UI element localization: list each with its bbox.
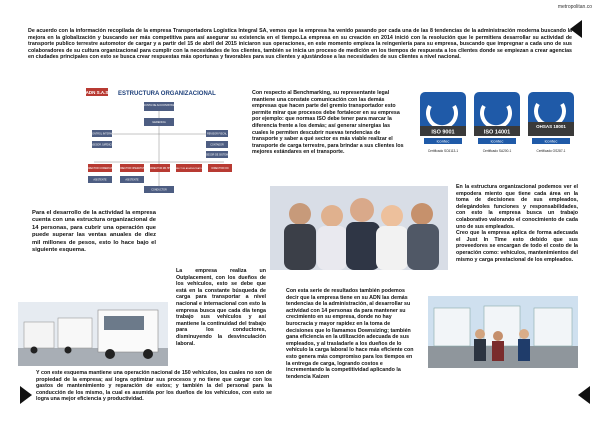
org-box-gerencia: GERENCIA [152, 121, 166, 124]
col-employees: Para el desarrollo de la actividad la empresa cuenta con una estructura organizacional de 14 personas, para cubrir una operación que puede superar las ventas anuales de diez mil millones de pesos, esto lo hace bajo el siguiente esquema. [32, 210, 156, 254]
svg-text:icontec: icontec [490, 138, 504, 144]
header-site: metropolitan.co [557, 4, 592, 10]
org-box-contador: CONTADOR [210, 143, 224, 147]
svg-text:Certificado SA200-1: Certificado SA200-1 [482, 149, 512, 153]
svg-text:icontec: icontec [436, 138, 450, 144]
org-box-conductor: CONDUCTOR [151, 188, 167, 192]
org-chart [84, 86, 242, 198]
org-box-dir-rrhh: DIRECTOR RR.HH [149, 167, 171, 170]
org-box-asesor-juridico: ASESOR JURÍDICO [91, 143, 113, 147]
cert-logos [418, 92, 576, 164]
certifications [418, 92, 576, 164]
col-downsizing: Con esta serie de resultados también podemos decir que la empresa tiene en su ADN las demás tendencias de la administración, al desarrollar su actividad con 14 personas da para mantener su crecimiento en su empresa, donde no hay burocracia y mayor rapidez en la toma de decisiones que lo llamamos Downsizing; también gana eficiencia en la utilización adecuada de sus empleados, y al trasladarle a los dueños de lo vehículo la carga laboral lo hace más eficiente con esto genera más compromiso para los tiempos en la entrega de carga, logrando costos e incrementando la competitividad aplicando la tendencia Kaizen [286, 288, 414, 380]
org-logo: ADN S.A.S [85, 90, 109, 95]
org-title: ESTRUCTURA ORGANIZACIONAL [118, 91, 216, 97]
org-box-dir-comercial: DIRECTOR COMERCIAL [86, 167, 114, 170]
org-box-asistente-2: ASISTENTE [125, 178, 139, 182]
svg-text:ISO 14001: ISO 14001 [483, 129, 511, 136]
cert-iso14001-logo [474, 92, 520, 153]
org-box-asesor-sistema: ASESOR DE SISTEMA [204, 153, 230, 157]
svg-text:Certificado SC6113-1: Certificado SC6113-1 [427, 149, 459, 153]
col-benchmarking: Con respecto al Benchmarking, su representante legal mantiene una constate comunicación con las demás empresas que hacen parte del gremio transportador esto permite mirar que procesos debe fortalecer en su empresa por ejemplo: que normas ISO debe tener para marcar la diferencia frente a los demás; así generar sinergias las cuales le permiten descubrir nuevas tendencias de transporte y saber a qué sector es más viable realizar el transporte de carga terrestre, para brindar a sus clientes los mejores estándares en el transporte. [252, 90, 404, 156]
svg-text:icontec: icontec [544, 138, 558, 144]
svg-text:Certificado OS287-1: Certificado OS287-1 [536, 149, 566, 153]
cert-iso9001-logo [420, 92, 466, 153]
org-box-dir-operativo: DIRECTOR OPERATIVO [118, 167, 146, 170]
org-box-control: CONTROL INTERNO [90, 132, 114, 136]
org-box-revisor: REVISOR FISCAL [207, 132, 227, 136]
org-box-asistente-1: ASISTENTE [93, 178, 107, 182]
svg-text:ISO 9001: ISO 9001 [431, 129, 455, 136]
col-operation: Y con este esquema mantiene una operación nacional de 150 vehículos, los cuales no son de propiedad de la empresa; así logra optimizar sus procesos y no tiene que cargar con los gastos de mantenimiento y reparación de estos; y también la del personal para la conducción de los mismo, la cual es asumida por los dueños de los vehículos, con esto se logra una mejor eficiencia y productividad. [36, 370, 272, 403]
trucks-photo-left [18, 302, 168, 366]
org-box-dir-admin: DIRECTOR ADMINISTRATIVO [173, 168, 205, 170]
team-photo [270, 186, 448, 270]
trucks-photo-right [428, 296, 578, 368]
corner-arrow-right-bottom [578, 386, 590, 404]
intro-paragraph: De acuerdo con la información recopilada de la empresa Transportadora Logística Integral SA, vemos que la empresa ha venido pasando por cada una de las 8 tendencias de la administración moderna buscando la mejora en la globalización y buscando ser más competitiva para así asegurar su existencia en el tiempo.La empresa en su creación en 2014 inició con la resolución que le permitiera desarrollar su actividad de transporte publico terrestre automotor de cargar y a partir del 15 de abril del 2015 iniciaron sus operaciones, en este momento empieza la reingeniería para su empresa, buscando que impregnar a cada uno de sus colaboradores de su cultura organizacional para cumplir con la necesidades de los clientes, también se inicia un proceso de medición en los tiempos de respuesta a los clientes donde se empiezan a crear agencias en ciudades principales con esto se busca crear respuestas más oportunas y favorables para sus clientes y ajustándose a las necesidades de sus clientes a nivel nacional. [28, 28, 572, 61]
org-box-dir-fin: DIRECTOR FIN [211, 167, 229, 170]
cert-ohsas-logo [528, 92, 574, 153]
org-chart-graphic [84, 86, 242, 198]
svg-text:OHSAS 18001: OHSAS 18001 [536, 124, 566, 129]
org-box-junta: JUNTA DE ACCIONISTAS [143, 104, 175, 107]
col-empowerment: En la estructura organizacional podemos ver el empodera miento que tiene cada área en la toma de decisiones de sus empleados, delegándoles funciones y responsabilidades, con esto la empresa busca un trabajo colaborativo valorando el conocimiento de cada uno de sus empleados. Creo que la empresa aplica de forma adecuada el Just In Time esto debido que sus proveedores se encargan de todo el costo de la operación como: vehículos, mantenimientos del mismo y carga prestacional de los empleados. [456, 184, 578, 263]
col-outplacement: La empresa realiza un Outplacement, con los dueños de los vehículos, esto se debe que está en la constante búsqueda de carga para transportar a nivel nacional e internacional con esto la empresa busca que cada día tenga trabajo sus vehículos y así mantiene la continuidad del trabajo para los conductores, disminuyendo la desvinculación laboral. [176, 268, 266, 347]
corner-arrow-left [20, 386, 32, 404]
